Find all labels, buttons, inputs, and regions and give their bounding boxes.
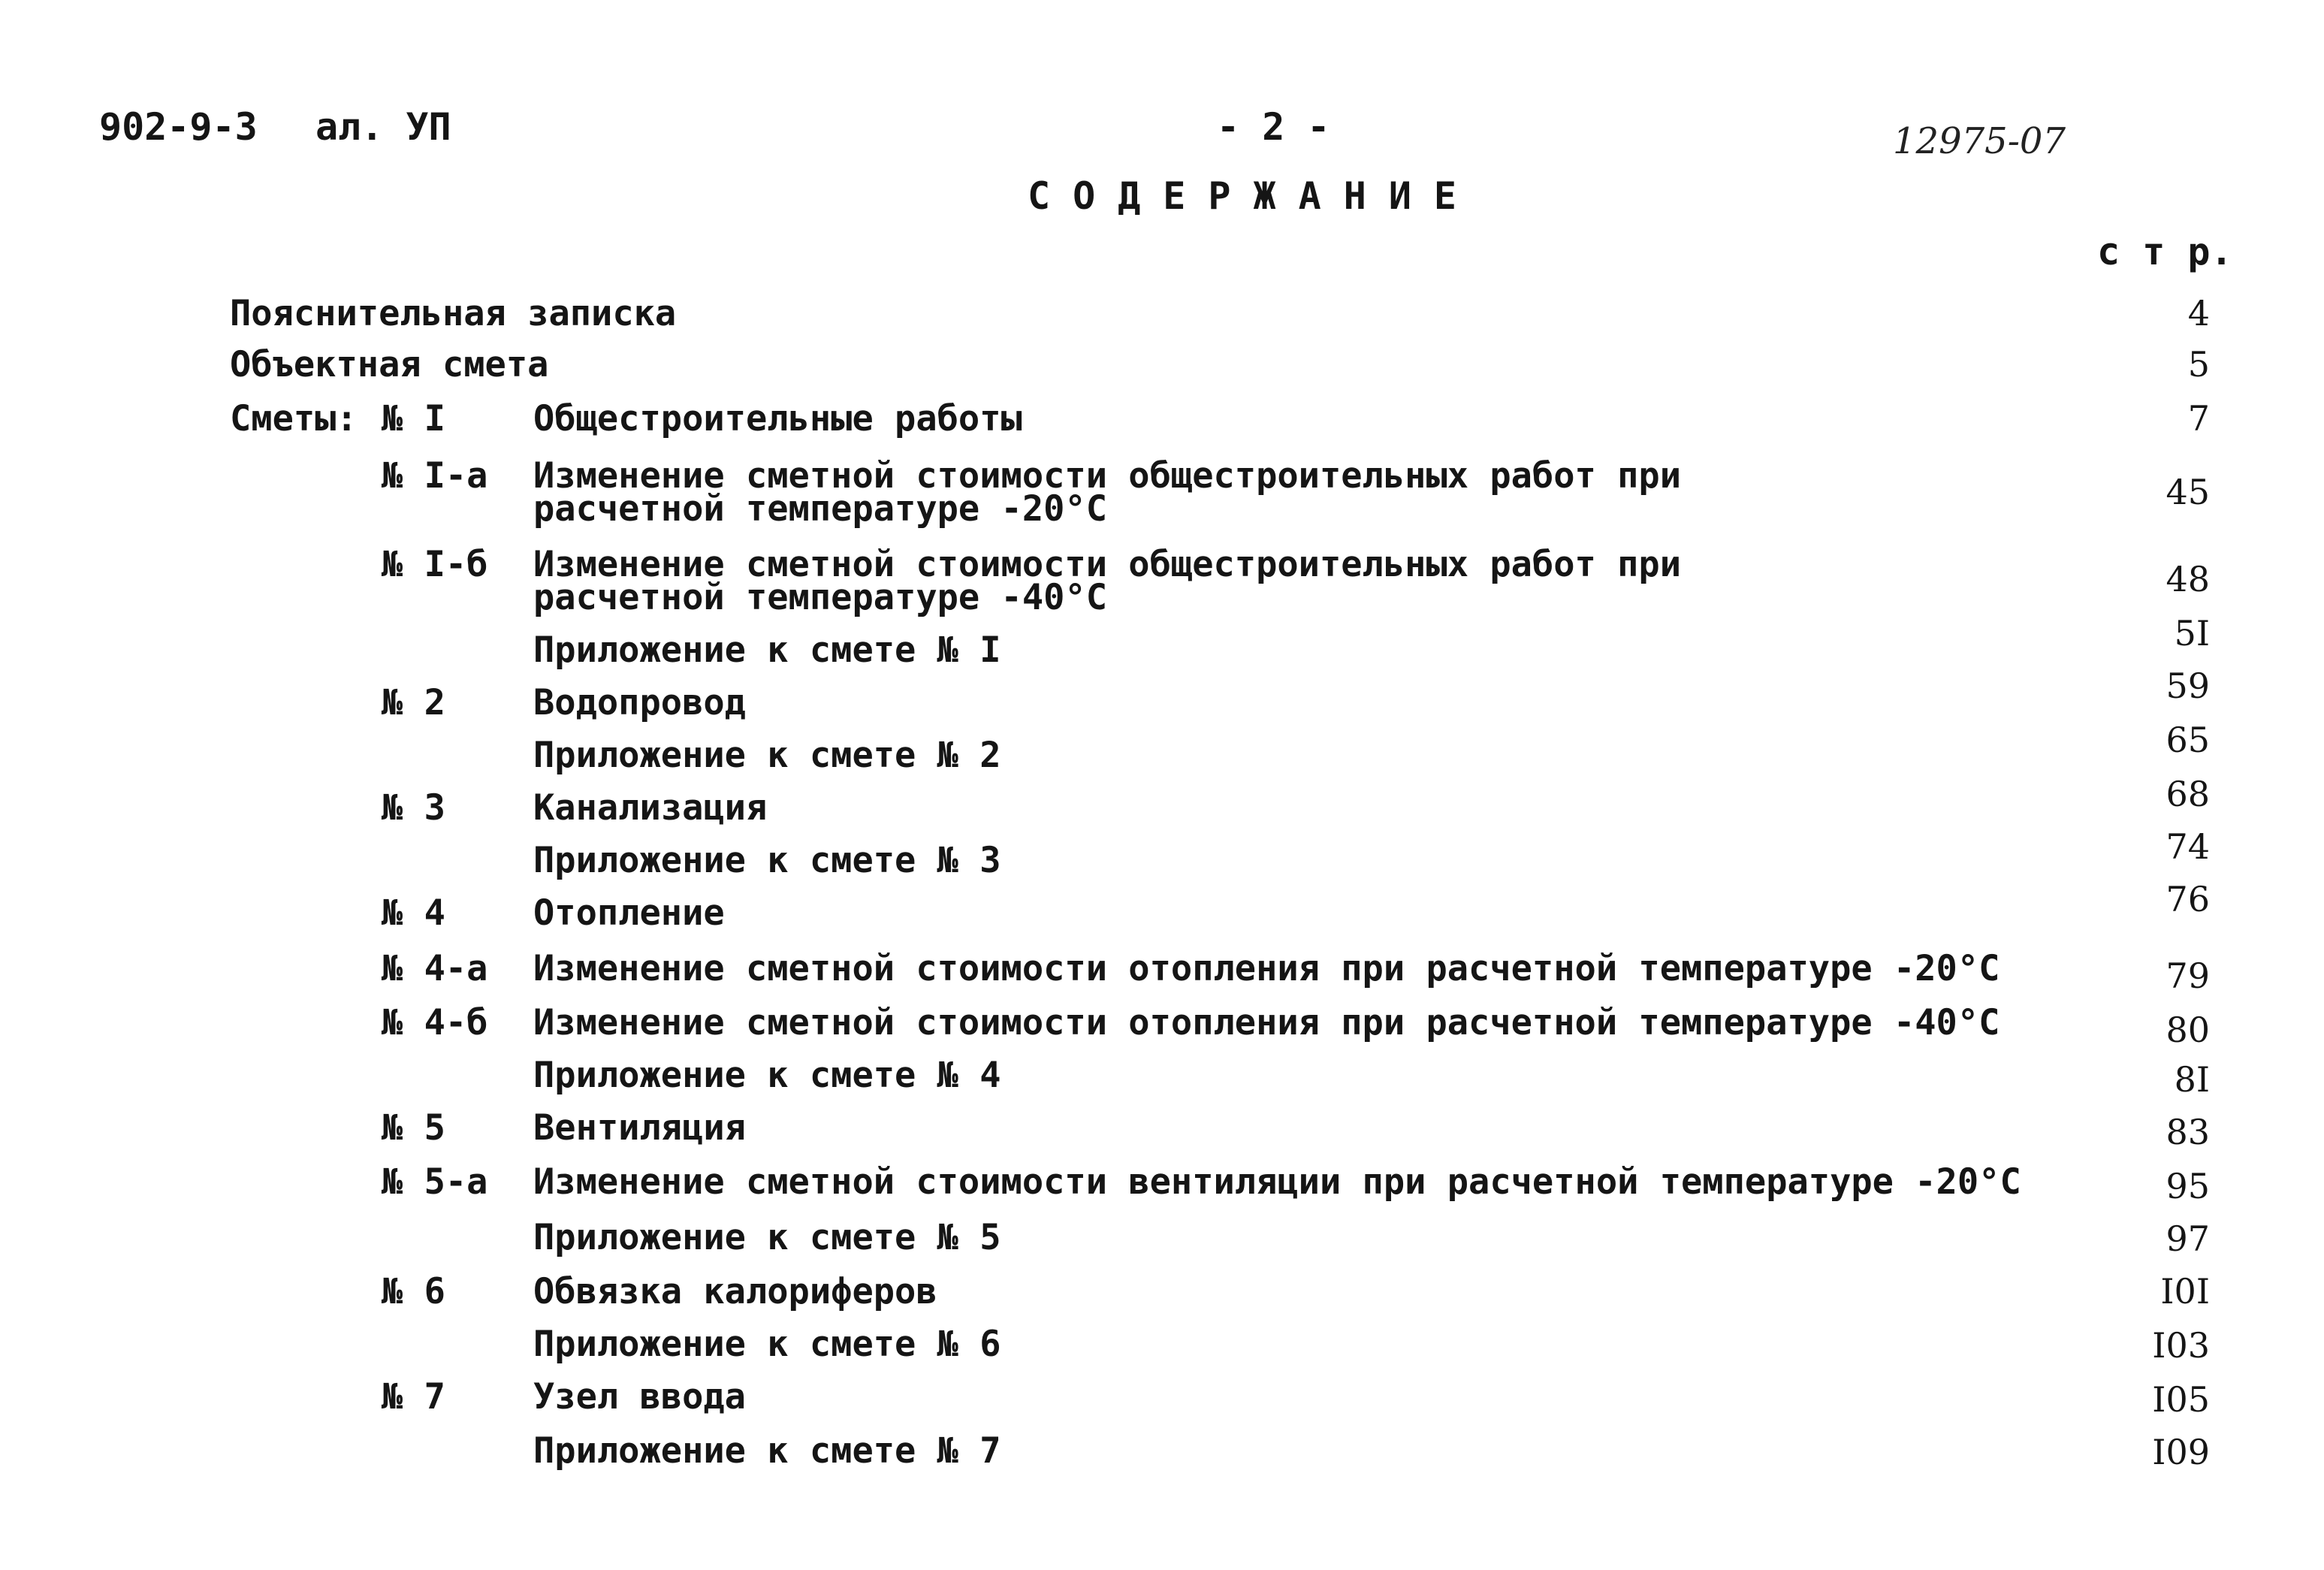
toc-entry-title: Узел ввода (533, 1376, 746, 1418)
toc-entry-title: Пояснительная записка (230, 293, 677, 334)
toc-entry-title: Общестроительные работы (533, 398, 1022, 439)
toc-estimate-number: № 2 (382, 682, 445, 723)
toc-estimate-number: № I (382, 398, 445, 439)
toc-page-number: 97 (2166, 1218, 2210, 1259)
toc-estimate-number: № 6 (382, 1271, 445, 1312)
toc-entry-title: Приложение к смете № 4 (533, 1055, 1001, 1096)
toc-entry-title: Изменение сметной стоимости общестроительных работ при (533, 455, 1682, 497)
toc-estimate-number: № I-а (382, 455, 488, 497)
toc-entry-title: Приложение к смете № I (533, 630, 1001, 671)
toc-section-label: Сметы: (230, 398, 358, 439)
toc-entry-title: Канализация (533, 787, 768, 829)
toc-entry-title: Изменение сметной стоимости вентиляции при расчетной температуре -20°C (533, 1161, 2021, 1203)
toc-page-number: 4 (2187, 293, 2210, 334)
toc-entry-title: Приложение к смете № 3 (533, 840, 1001, 881)
toc-entry-title: Водопровод (533, 682, 746, 723)
toc-entry-title: Обвязка калориферов (533, 1271, 937, 1312)
toc-entry-title: Объектная смета (230, 344, 549, 385)
toc-page-number: 5 (2187, 344, 2210, 385)
toc-entry-title-continued: расчетной температуре -20°C (533, 488, 1108, 530)
toc-entry-title: Изменение сметной стоимости общестроительных работ при (533, 544, 1682, 585)
doc-code: 902-9-3 (99, 105, 258, 149)
toc-page-number: I09 (2152, 1432, 2210, 1472)
toc-entry-title: Изменение сметной стоимости отопления при расчетной температуре -20°C (533, 948, 2000, 989)
toc-entry-title: Приложение к смете № 7 (533, 1430, 1001, 1472)
toc-page-number: 65 (2166, 720, 2210, 760)
album-label: ал. УП (315, 105, 451, 149)
toc-page-number: 68 (2166, 774, 2210, 814)
toc-entry-title: Приложение к смете № 6 (533, 1324, 1001, 1365)
toc-page-number: 45 (2166, 472, 2210, 512)
toc-entry-title: Вентиляция (533, 1107, 746, 1149)
toc-page-number: I0I (2160, 1271, 2210, 1312)
inventory-number: 12975-07 (1893, 120, 2066, 162)
toc-page-number: 83 (2166, 1112, 2210, 1152)
toc-page-number: 79 (2166, 956, 2210, 996)
toc-estimate-number: № 4-а (382, 948, 488, 989)
toc-page-number: 7 (2187, 398, 2210, 439)
toc-page-number: I03 (2152, 1325, 2210, 1366)
toc-page-number: 95 (2166, 1166, 2210, 1206)
toc-page-number: 48 (2166, 559, 2210, 599)
toc-estimate-number: № 3 (382, 787, 445, 829)
toc-page-number: 8I (2174, 1059, 2210, 1100)
toc-page-number: 74 (2166, 826, 2210, 867)
page-title: СОДЕРЖАНИЕ (1028, 174, 1480, 218)
page-number: - 2 - (1217, 105, 1330, 149)
toc-entry-title: Приложение к смете № 5 (533, 1217, 1001, 1258)
toc-page-number: I05 (2152, 1379, 2210, 1420)
page-column-label: с т р. (2097, 230, 2233, 273)
toc-entry-title: Отопление (533, 892, 725, 934)
toc-page-number: 59 (2166, 666, 2210, 706)
toc-estimate-number: № I-б (382, 544, 488, 585)
toc-page-number: 76 (2166, 879, 2210, 919)
toc-page-number: 5I (2174, 613, 2210, 654)
toc-estimate-number: № 4-б (382, 1002, 488, 1043)
toc-estimate-number: № 5 (382, 1107, 445, 1149)
toc-entry-title-continued: расчетной температуре -40°C (533, 577, 1108, 618)
toc-entry-title: Приложение к смете № 2 (533, 735, 1001, 776)
toc-estimate-number: № 5-а (382, 1161, 488, 1203)
toc-estimate-number: № 4 (382, 892, 445, 934)
toc-estimate-number: № 7 (382, 1376, 445, 1418)
toc-entry-title: Изменение сметной стоимости отопления при расчетной температуре -40°C (533, 1002, 2000, 1043)
toc-page-number: 80 (2166, 1010, 2210, 1050)
